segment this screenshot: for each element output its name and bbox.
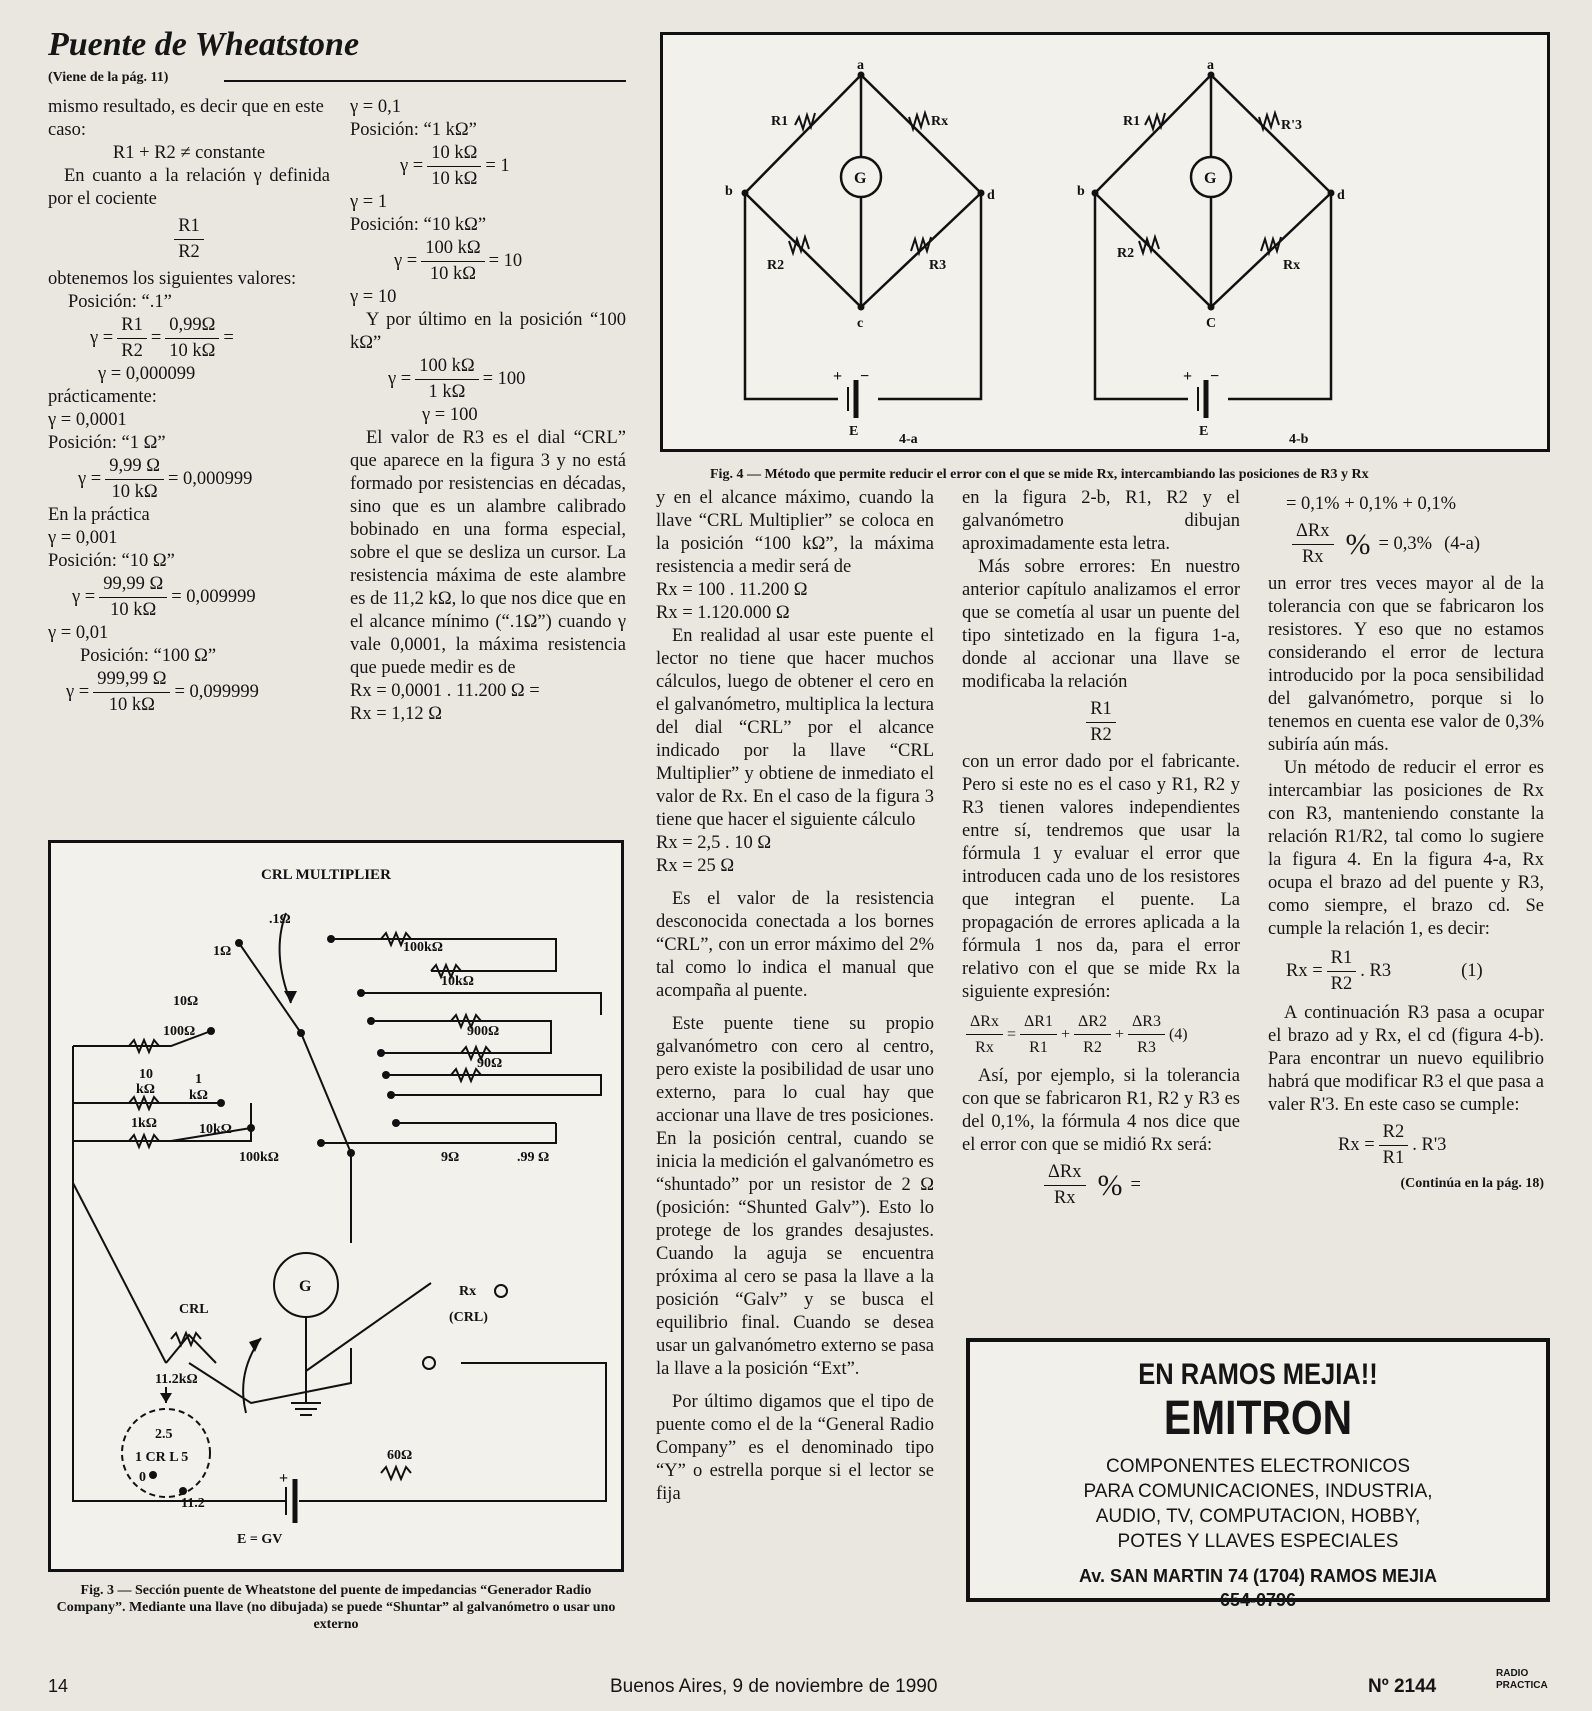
dial-label: 2.5 — [155, 1427, 173, 1442]
equation-result: γ = 0,01 — [48, 623, 109, 643]
equation: γ = $\frac{10 k\Omega}{10 k\Omega}$ = 1 — [400, 143, 510, 189]
title-rule — [224, 80, 626, 82]
node-label: c — [857, 316, 864, 331]
issue-date: Buenos Aires, 9 de noviembre de 1990 — [610, 1676, 938, 1697]
equation: R1 + R2 ≠ constante — [112, 143, 266, 163]
figure-3-caption: Fig. 3 — Sección puente de Wheatstone del puente de impedancias “Generador Radio Company”. Mediante una llave (no dibujada) se puede “Shuntar” al galvanómetro o usar uno externo — [56, 1583, 616, 1632]
equation-4: $\frac{\text{ΔRx}}{Rx}$ = $\frac{\Delta R1}{R1}$ + $\frac{\Delta R2}{R2}$ + $\frac{\Delta R3}{R3}$ (4) — [962, 1010, 1240, 1059]
battery-label: E — [849, 424, 859, 439]
resistor-label: 1kΩ — [131, 1116, 157, 1131]
ad-line: POTES Y LLAVES ESPECIALES — [1117, 1531, 1399, 1552]
paragraph: y en el alcance máximo, cuando la llave “CRL Multiplier” se coloca en la posición “100 kΩ”, la máxima resistencia a medir será de — [656, 488, 934, 577]
equation: $\frac{\text{ΔRx}}{Rx}$ % = — [962, 1161, 1240, 1210]
paragraph: Un método de reducir el error es intercambiar las posiciones de Rx con R3, manteniendo constante la relación R1/R2, tal como lo sugiere la figura 4. En la figura 4-a, Rx ocupa el brazo ad del puente y R3, como siempre, el brazo cd. Se cumple la relación 1, es decir: — [1268, 758, 1544, 939]
column-2 — [350, 96, 626, 726]
equation-result: γ = 0,1 — [350, 97, 401, 117]
paragraph: Más sobre errores: En nuestro anterior capítulo analizamos el error que se cometía al usar un puente del tipo sintetizado en la figura 1-a, donde al accionar una llave se modificaba la relación — [962, 557, 1240, 692]
resistor-label: Rx — [1283, 258, 1301, 273]
formula: Rx = 1,12 Ω — [350, 704, 443, 724]
resistor-label: 10kΩ — [199, 1122, 232, 1137]
ad-line: PARA COMUNICACIONES, INDUSTRIA, — [1083, 1481, 1433, 1502]
ad-phone: 654-0796 — [1219, 1590, 1297, 1610]
paragraph: El valor de R3 es el dial “CRL” que aparece en la figura 3 y no está formado por resistencias en décadas, sino que es un alambre calibrado bobinado en una forma especial, sobre el que se desliza un cursor. La resistencia máxima de este alambre es de 11,2 kΩ, lo que nos dice que en el alcance mínimo (“.1Ω”) cuando γ vale 0,0001, la máxima resistencia que puede medir es de — [350, 428, 626, 678]
figure-4-caption: Fig. 4 — Método que permite reducir el error con el que se mide Rx, intercambiando las posiciones de R3 y Rx — [710, 467, 1369, 482]
formula: Rx = 100 . 11.200 Ω — [656, 580, 808, 600]
resistor-label: R3 — [929, 258, 947, 273]
resistor-label: 9Ω — [441, 1150, 460, 1165]
continued-from: (Viene de la pág. 11) — [48, 70, 169, 85]
paragraph: mismo resultado, es decir que en este caso: — [48, 97, 324, 140]
ad-brand: EMITRON — [1163, 1392, 1353, 1445]
equation: Rx = $\frac{R2}{R1}$ . R'3 — [1338, 1122, 1447, 1168]
resistor-label: kΩ — [189, 1088, 208, 1103]
node-label: a — [1207, 58, 1214, 73]
page-number: 14 — [48, 1676, 69, 1696]
galvanometer-label: G — [299, 1278, 312, 1295]
paragraph: Por último digamos que el tipo de puente como el de la “General Radio Company” es el denominado tipo “Y” o estrella porque si el lector se fija — [656, 1392, 934, 1504]
paragraph: un error tres veces mayor al de la tolerancia con que se fabricaron los resistores. Y eso que no estamos considerando el error de lectura introducido por la poca sensibilidad del galvanómetro, porque si lo tenemos en cuenta ese valor de 0,3% subiría aún más. — [1268, 574, 1544, 755]
node-label: a — [857, 58, 864, 73]
galvanometer-label: G — [854, 170, 867, 187]
column-3 — [656, 487, 934, 1506]
column-5 — [1268, 493, 1544, 1195]
equation-result: γ = 0,0001 — [48, 410, 127, 430]
resistor-label: 100kΩ — [403, 940, 443, 955]
resistor-label: R2 — [767, 258, 785, 273]
crl-label: CRL — [179, 1302, 209, 1317]
ad-line: COMPONENTES ELECTRONICOS — [1105, 1456, 1411, 1477]
rx-label: Rx — [459, 1284, 477, 1299]
resistor-label: Rx — [931, 114, 949, 129]
paragraph: Así, por ejemplo, si la tolerancia con que se fabricaron R1, R2 y R3 es del 0,1%, la fórmula 4 nos dice que el error con que se midió Rx será: — [962, 1066, 1240, 1155]
paragraph: en la figura 2-b, R1, R2 y el galvanómetro dibujan aproximadamente esta letra. — [962, 488, 1240, 554]
figure-tag: 4-b — [1289, 432, 1309, 447]
node-label: d — [987, 188, 995, 203]
rx-crl-label: (CRL) — [449, 1310, 488, 1325]
dial-label: 1 CR L 5 — [135, 1450, 189, 1465]
equation: γ = $\frac{R1}{R2}$ = $\frac{0,99\Omega}{10 k\Omega}$ = — [90, 315, 234, 361]
resistor-label: R2 — [1117, 246, 1135, 261]
ad-headline: EN RAMOS MEJIA!! — [1138, 1358, 1378, 1391]
brand-line: RADIO — [1496, 1668, 1529, 1679]
equation-result: γ = 100 — [422, 405, 478, 425]
ad-address: Av. SAN MARTIN 74 (1704) RAMOS MEJIA — [1078, 1566, 1438, 1586]
column-4 — [962, 487, 1240, 1210]
paragraph: prácticamente: — [48, 387, 157, 407]
resistor-label: 10kΩ — [441, 974, 474, 989]
resistor-label: R'3 — [1281, 118, 1302, 133]
continued-note: (Continúa en la pág. 18) — [1400, 1176, 1544, 1191]
battery-plus: + — [1183, 368, 1193, 385]
dial-label: 0 — [139, 1470, 146, 1485]
equation: γ = $\frac{9,99 \Omega}{10 k\Omega}$ = 0,000999 — [78, 456, 253, 502]
ratio-fraction: $\frac{R1}{R2}$ — [48, 215, 330, 264]
paragraph: Este puente tiene su propio galvanómetro con cero al centro, pero existe la posibilidad de usar uno externo, para lo cual hay que accionar una llave de tres posiciones. En la posición central, cuando se inicia la medición el galvanómetro es “shuntado” por un resistor de 2 Ω (posición: “Shunted Galv”). Esto lo protege de los grandes desajustes. Cuando la aguja se encuentra próxima al cero se pasa la llave a la posición “Galv” y se busca el equilibrio final. Cuando se desea usar un galvanómetro externo se pasa la llave a la posición “Ext”. — [656, 1014, 934, 1379]
figure-4 — [660, 32, 1550, 452]
resistor-label: 100Ω — [163, 1024, 196, 1039]
article-title: Puente de Wheatstone — [48, 26, 360, 63]
battery-plus: + — [279, 1470, 289, 1487]
resistor-label: 1Ω — [213, 944, 232, 959]
paragraph: En cuanto a la relación γ definida por el cociente — [48, 166, 330, 209]
resistor-label: 11.2kΩ — [155, 1372, 198, 1387]
paragraph: obtenemos los siguientes valores: — [48, 269, 297, 289]
battery-minus: − — [1210, 368, 1220, 385]
formula: Rx = 0,0001 . 11.200 Ω = — [350, 681, 540, 701]
position-label: Posición: “10 Ω” — [48, 551, 175, 571]
equation-4a: $\frac{\text{ΔRx}}{Rx}$ % = 0,3% (4-a) — [1268, 520, 1544, 569]
resistor-label: 10 — [139, 1067, 153, 1082]
node-label: d — [1337, 188, 1345, 203]
resistor-label: 90Ω — [477, 1056, 503, 1071]
resistor-label: kΩ — [136, 1082, 155, 1097]
advertisement — [966, 1338, 1550, 1610]
dial-label: 11.2 — [181, 1496, 205, 1511]
equation-result: γ = 10 — [350, 287, 397, 307]
resistor-label: R1 — [1123, 114, 1141, 129]
equation: γ = $\frac{99,99 \Omega}{10 k\Omega}$ = 0,009999 — [72, 574, 256, 620]
battery-plus: + — [833, 368, 843, 385]
figure-3-diagram — [51, 843, 621, 1569]
resistor-label: .1Ω — [269, 912, 291, 927]
crl-multiplier-label: CRL MULTIPLIER — [261, 867, 391, 883]
paragraph: En la práctica — [48, 505, 150, 525]
formula: Rx = 2,5 . 10 Ω — [656, 833, 772, 853]
resistor-label: .99 Ω — [517, 1150, 550, 1165]
paragraph: Y por último en la posición “100 kΩ” — [350, 310, 626, 353]
galvanometer-label: G — [1204, 170, 1217, 187]
figure-tag: 4-a — [899, 432, 918, 447]
formula: Rx = 1.120.000 Ω — [656, 603, 790, 623]
paragraph: con un error dado por el fabricante. Pero si este no es el caso y R1, R2 y R3 tienen valores independientes entre sí, tendremos que usar la fórmula 1 y evaluar el error que introducen cada uno de los resistores que integran el puente. La propagación de errores aplicada a la fórmula 1 nos da, para el error relativo con el que se mide Rx la siguiente expresión: — [962, 752, 1240, 1002]
node-label: C — [1206, 316, 1217, 331]
battery-label: E = GV — [237, 1532, 283, 1547]
paragraph: En realidad al usar este puente el lector no tiene que hacer muchos cálculos, luego de obtener el cero en el galvanómetro, multiplica la lectura del dial “CRL” por el alcance indicado por la llave “CRL Multiplier” y obtiene de inmediato el valor de Rx. En el caso de la figura 3 tiene que hacer el siguiente cálculo — [656, 626, 934, 830]
position-label: Posición: “.1” — [68, 292, 172, 312]
paragraph: A continuación R3 pasa a ocupar el brazo ad y Rx, el cd (figura 4-b). Para encontrar un nuevo equilibrio habrá que modificar R3 el que pasa a valer R'3. En este caso se cumple: — [1268, 1003, 1544, 1115]
figure-4-diagram — [663, 35, 1547, 449]
position-label: Posición: “1 Ω” — [48, 433, 166, 453]
equation-1: Rx = $\frac{R1}{R2}$ . R3 (1) — [1286, 948, 1483, 994]
resistor-label: 1 — [195, 1072, 202, 1087]
resistor-label: 100kΩ — [239, 1150, 279, 1165]
equation-result: γ = 0,000099 — [98, 364, 196, 384]
magazine-brand — [1496, 1668, 1548, 1692]
position-label: Posición: “1 kΩ” — [350, 120, 477, 140]
formula: = 0,1% + 0,1% + 0,1% — [1286, 494, 1457, 514]
resistor-label: 10Ω — [173, 994, 199, 1009]
battery-label: E — [1199, 424, 1209, 439]
equation: γ = $\frac{100 k\Omega}{10 k\Omega}$ = 10 — [394, 238, 523, 284]
position-label: Posición: “100 Ω” — [80, 646, 217, 666]
equation: γ = $\frac{100 k\Omega}{1 k\Omega}$ = 100 — [388, 356, 526, 402]
battery-minus: − — [860, 368, 870, 385]
node-label: b — [1077, 184, 1085, 199]
equation: γ = $\frac{999,99 \Omega}{10 k\Omega}$ = 0,099999 — [66, 669, 259, 715]
node-label: b — [725, 184, 733, 199]
figure-3 — [48, 840, 624, 1572]
formula: Rx = 25 Ω — [656, 856, 735, 876]
resistor-label: 900Ω — [467, 1024, 500, 1039]
issue-number: Nº 2144 — [1368, 1676, 1437, 1697]
resistor-label: 60Ω — [387, 1448, 413, 1463]
position-label: Posición: “10 kΩ” — [350, 215, 487, 235]
brand-line: PRACTICA — [1496, 1680, 1548, 1691]
ad-line: AUDIO, TV, COMPUTACION, HOBBY, — [1095, 1506, 1421, 1527]
equation-result: γ = 0,001 — [48, 528, 118, 548]
resistor-label: R1 — [771, 114, 789, 129]
paragraph: Es el valor de la resistencia desconocida conectada a los bornes “CRL”, con un error máximo del 2% tal como lo indica el manual que acompaña al puente. — [656, 889, 934, 1001]
equation-result: γ = 1 — [350, 192, 388, 212]
column-1 — [48, 96, 330, 717]
ratio-fraction: $\frac{R1}{R2}$ — [962, 698, 1240, 747]
